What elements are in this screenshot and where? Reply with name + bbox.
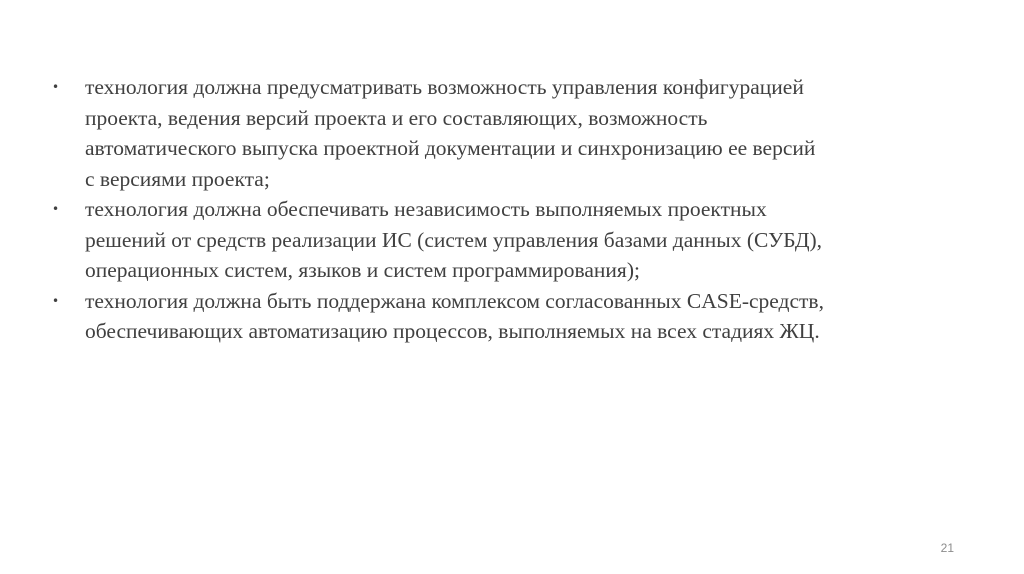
- bullet-list: [48, 72, 978, 347]
- bullet-marker: •: [52, 202, 60, 216]
- bullet-marker: •: [52, 293, 60, 308]
- bullet-text: [85, 72, 978, 194]
- bullet-line: технология должна быть поддержана комплексом согласованных CASE-средств,: [85, 288, 824, 313]
- bullet-line: технология должна предусматривать возможность управления конфигурацией: [85, 75, 804, 99]
- bullet-line: проекта, ведения версий проекта и его составляющих, возможность: [85, 105, 708, 130]
- bullet-text: [85, 194, 978, 286]
- bullet-line: обеспечивающих автоматизацию процессов, выполняемых на всех стадиях ЖЦ.: [85, 319, 820, 343]
- bullet-text: [85, 286, 978, 347]
- bullet-line: операционных систем, языков и систем программирования);: [85, 258, 640, 282]
- bullet-line: решений от средств реализации ИС (систем управления базами данных (СУБД),: [85, 227, 823, 252]
- bullet-line: с версиями проекта;: [85, 166, 270, 191]
- bullet-line: технология должна обеспечивать независимость выполняемых проектных: [85, 197, 767, 221]
- bullet-item: [48, 194, 978, 286]
- bullet-line: автоматического выпуска проектной документации и синхронизацию ее версий: [85, 136, 816, 160]
- bullet-item: [48, 72, 978, 194]
- page-number: 21: [940, 541, 954, 555]
- bullet-marker: •: [52, 80, 60, 94]
- bullet-item: [48, 286, 978, 347]
